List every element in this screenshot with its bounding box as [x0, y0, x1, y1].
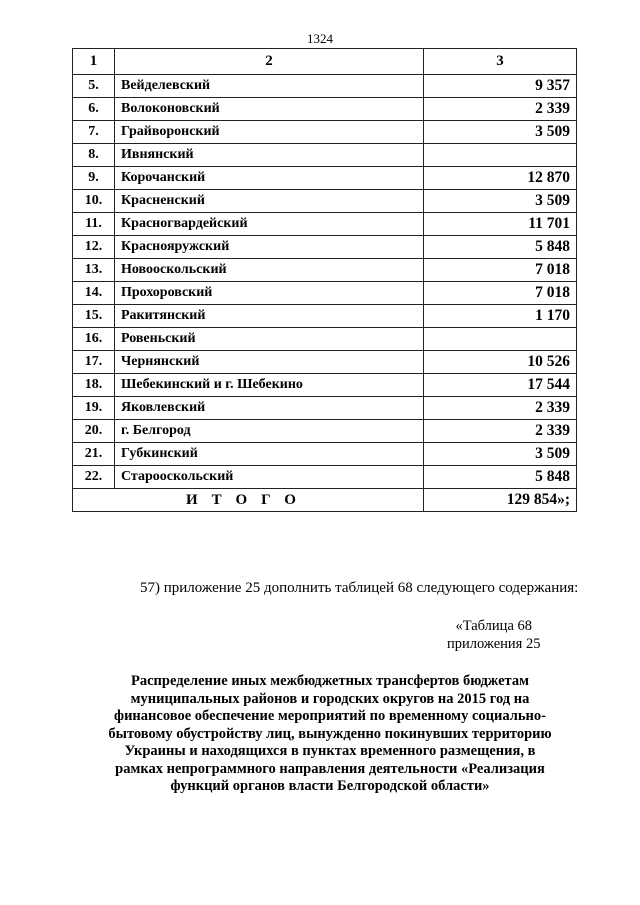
table-row — [73, 259, 577, 282]
heading-line: бытовому обустройству лиц, вынужденно покинувших территорию — [108, 725, 552, 742]
district-name: г. Белгород — [115, 420, 424, 443]
row-number: 10. — [73, 190, 115, 213]
heading-line: Украины и находящихся в пунктах временного размещения, в — [124, 743, 536, 759]
table-row — [73, 190, 577, 213]
table-row — [73, 397, 577, 420]
caption-line: приложения 25 — [447, 636, 541, 652]
heading-line: Распределение иных межбюджетных трансфертов бюджетам — [131, 673, 529, 689]
amount: 3 509 — [424, 121, 577, 144]
caption-line: «Таблица 68 — [455, 618, 532, 634]
amount: 11 701 — [424, 213, 577, 236]
row-number: 13. — [73, 259, 115, 282]
row-number: 15. — [73, 305, 115, 328]
district-name: Грайворонский — [115, 121, 424, 144]
amount: 17 544 — [424, 374, 577, 397]
district-name: Волоконовский — [115, 98, 424, 121]
page-number: 1324 — [307, 31, 333, 46]
row-number: 8. — [73, 144, 115, 167]
heading-line: рамках непрограммного направления деятельности «Реализация — [115, 760, 545, 777]
amount: 3 509 — [424, 190, 577, 213]
table-row — [73, 144, 577, 167]
allocation-table — [72, 48, 577, 512]
row-number: 6. — [73, 98, 115, 121]
row-number: 11. — [73, 213, 115, 236]
amount — [424, 328, 577, 351]
header-cell: 2 — [115, 49, 424, 75]
amount: 1 170 — [424, 305, 577, 328]
amount: 2 339 — [424, 420, 577, 443]
row-number: 5. — [73, 75, 115, 98]
district-name: Вейделевский — [115, 75, 424, 98]
table-row — [73, 374, 577, 397]
total-value: 129 854»; — [424, 489, 577, 512]
district-name: Шебекинский и г. Шебекино — [115, 374, 424, 397]
table-row — [73, 213, 577, 236]
district-name: Краснояружский — [115, 236, 424, 259]
amount: 7 018 — [424, 282, 577, 305]
table-row — [73, 121, 577, 144]
row-number: 7. — [73, 121, 115, 144]
table-caption — [447, 617, 540, 653]
district-name: Красненский — [115, 190, 424, 213]
row-number: 19. — [73, 397, 115, 420]
amount: 12 870 — [424, 167, 577, 190]
table-row — [73, 443, 577, 466]
district-name: Яковлевский — [115, 397, 424, 420]
amount: 2 339 — [424, 397, 577, 420]
amount: 10 526 — [424, 351, 577, 374]
district-name: Старооскольский — [115, 466, 424, 489]
amount — [424, 144, 577, 167]
amount: 3 509 — [424, 443, 577, 466]
district-name: Губкинский — [115, 443, 424, 466]
table-row — [73, 420, 577, 443]
district-name: Прохоровский — [115, 282, 424, 305]
table-row — [73, 236, 577, 259]
row-number: 14. — [73, 282, 115, 305]
amount: 9 357 — [424, 75, 577, 98]
district-name: Ракитянский — [115, 305, 424, 328]
row-number: 22. — [73, 466, 115, 489]
table-row — [73, 305, 577, 328]
district-name: Корочанский — [115, 167, 424, 190]
header-cell: 1 — [73, 49, 115, 75]
row-number: 17. — [73, 351, 115, 374]
heading-line: муниципальных районов и городских округов на 2015 год на — [130, 690, 530, 707]
amount: 7 018 — [424, 259, 577, 282]
amount: 2 339 — [424, 98, 577, 121]
instruction-text: 57) приложение 25 дополнить таблицей 68 следующего содержания: — [140, 580, 579, 596]
row-number: 18. — [73, 374, 115, 397]
total-row — [73, 489, 577, 512]
table-row — [73, 466, 577, 489]
section-heading — [80, 673, 580, 796]
row-number: 16. — [73, 328, 115, 351]
table-row — [73, 351, 577, 374]
row-number: 9. — [73, 167, 115, 190]
district-name: Новооскольский — [115, 259, 424, 282]
total-label: ИТОГО — [73, 489, 424, 512]
row-number: 20. — [73, 420, 115, 443]
heading-line: функций органов власти Белгородской области» — [170, 778, 490, 794]
row-number: 21. — [73, 443, 115, 466]
district-name: Ивнянский — [115, 144, 424, 167]
table-row — [73, 98, 577, 121]
heading-line: финансовое обеспечение мероприятий по временному социально- — [114, 708, 546, 724]
table-row — [73, 167, 577, 190]
table-row — [73, 328, 577, 351]
amount: 5 848 — [424, 236, 577, 259]
row-number: 12. — [73, 236, 115, 259]
header-cell: 3 — [424, 49, 577, 75]
district-name: Красногвардейский — [115, 213, 424, 236]
table-row — [73, 75, 577, 98]
district-name: Чернянский — [115, 351, 424, 374]
table-header-row — [73, 49, 577, 75]
district-name: Ровеньский — [115, 328, 424, 351]
amount: 5 848 — [424, 466, 577, 489]
table-row — [73, 282, 577, 305]
